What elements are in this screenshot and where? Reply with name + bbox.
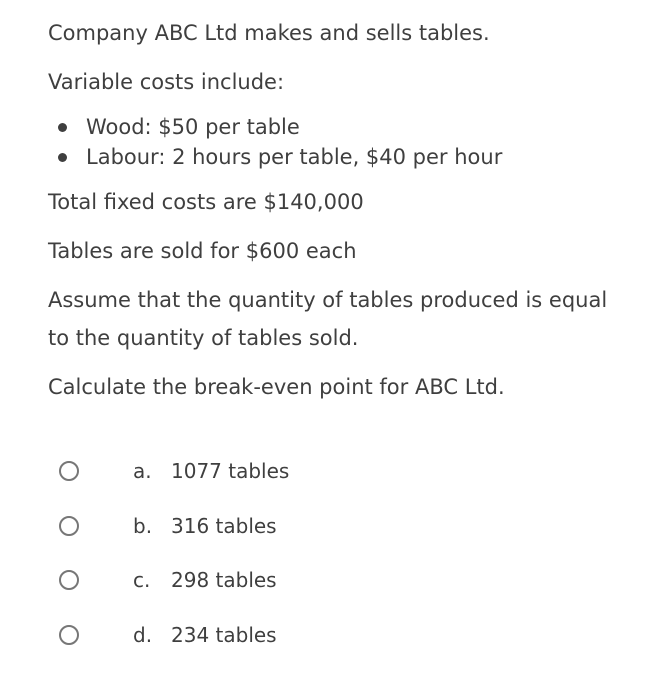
option-label: 298 tables [171, 568, 277, 592]
option-letter: b. [133, 513, 153, 538]
question-text [48, 14, 608, 417]
option-label: 316 tables [171, 513, 277, 538]
variable-cost-item-wood: Wood: $50 per table [48, 112, 608, 142]
option-letter: d. [133, 622, 153, 647]
answer-options [0, 445, 656, 663]
answer-option-c[interactable] [0, 554, 656, 609]
radio-button-a[interactable] [59, 461, 79, 481]
option-label: 234 tables [171, 622, 277, 647]
selling-price-text: Tables are sold for $600 each [48, 239, 357, 263]
answer-option-d[interactable] [0, 609, 656, 664]
option-letter: a. [133, 459, 152, 483]
option-label: 1077 tables [171, 459, 290, 483]
variable-costs-heading: Variable costs include: [48, 70, 285, 94]
question-intro: Company ABC Ltd makes and sells tables. [48, 21, 490, 45]
question-prompt: Calculate the break-even point for ABC Ltd. [48, 375, 505, 399]
answer-option-a[interactable] [0, 445, 656, 500]
variable-cost-item-labour: Labour: 2 hours per table, $40 per hour [48, 142, 608, 172]
radio-button-c[interactable] [59, 570, 79, 590]
radio-button-b[interactable] [59, 516, 79, 536]
radio-button-d[interactable] [59, 625, 79, 645]
variable-costs-list [48, 112, 608, 172]
answer-option-b[interactable] [0, 500, 656, 555]
assumption-text: Assume that the quantity of tables produced is equal to the quantity of tables sold. [48, 288, 608, 350]
option-letter: c. [133, 568, 151, 592]
fixed-costs-text: Total fixed costs are $140,000 [48, 190, 364, 214]
